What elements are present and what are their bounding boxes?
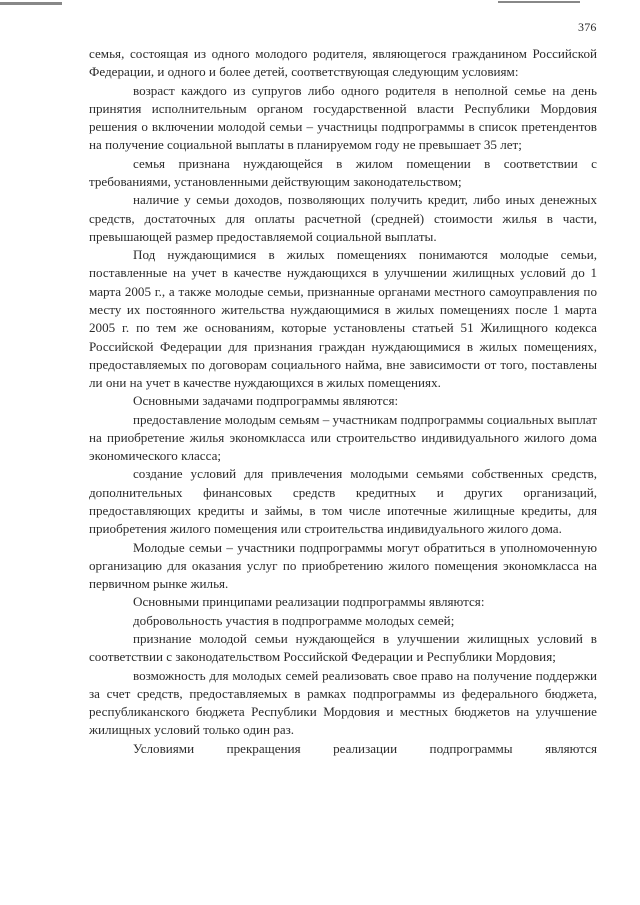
paragraph-7: предоставление молодым семьям – участникам подпрограммы социальных выплат на приобретение жилья экономкласса или строительство индивидуального жилого дома экономического класса; <box>89 411 597 464</box>
paragraph-11: добровольность участия в подпрограмме молодых семей; <box>133 612 455 628</box>
paragraph-12: признание молодой семьи нуждающейся в улучшении жилищных условий в соответствии с законодательством Российской Федерации и Республики Мордовия; <box>89 631 597 665</box>
paragraph-3: семья признана нуждающейся в жилом помещении в соответствии с требованиями, установленными действующим законодательством; <box>89 155 597 189</box>
scan-artifact-right <box>498 1 580 3</box>
page-number: 376 <box>578 20 597 34</box>
paragraph-4: наличие у семьи доходов, позволяющих получить кредит, либо иных денежных средств, достаточных для оплаты расчетной (средней) стоимости жилья в части, превышающей размер предоставляемой социальной выплаты. <box>89 192 597 244</box>
paragraph-13: возможность для молодых семей реализовать свое право на получение поддержки за счет средств, предоставляемых в рамках подпрограммы из федерального бюджета, республиканского бюджета Республики Мордовия и местных бюджетов на улучшение жилищных условий только один раз. <box>89 667 597 738</box>
scan-artifact-left <box>0 2 62 5</box>
paragraph-9: Молодые семьи – участники подпрограммы могут обратиться в уполномоченную организацию для оказания услуг по приобретению жилого помещения экономкласса на первичном рынке жилья. <box>89 539 597 592</box>
paragraph-2: возраст каждого из супругов либо одного родителя в неполной семье на день принятия исполнительным органом государственной власти Республики Мордовия решения о включении молодой семьи – участницы подпрограммы в список претендентов на получение социальной выплаты в планируемом году не превышает 35 лет; <box>89 82 597 153</box>
paragraph-1: семья, состоящая из одного молодого родителя, являющегося гражданином Российской Федерации, и одного и более детей, соответствующая следующим условиям: <box>89 46 597 80</box>
paragraph-5: Под нуждающимися в жилых помещениях понимаются молодые семьи, поставленные на учет в качестве нуждающихся в улучшении жилищных условий до 1 марта 2005 г., а также молодые семьи, признанные органами местного самоуправления по месту их постоянного жительства нуждающимися в жилых помещениях после 1 марта 2005 г. по тем же основаниям, которые установлены статьей 51 Жилищного кодекса Российской Федерации для признания граждан нуждающимися в жилых помещениях, предоставляемых по договорам социального найма, вне зависимости от того, поставлены ли они на учет в качестве нуждающихся в жилых помещениях. <box>89 247 597 391</box>
document-body <box>89 45 597 758</box>
paragraph-8: создание условий для привлечения молодыми семьями собственных средств, дополнительных финансовых средств кредитных и других организаций, предоставляющих кредиты и займы, в том числе ипотечные жилищные кредиты, для приобретения жилого помещения или строительства индивидуального жилого дома. <box>89 466 597 537</box>
paragraph-10: Основными принципами реализации подпрограммы являются: <box>133 594 485 610</box>
paragraph-14: Условиями прекращения реализации подпрограммы являются <box>133 740 597 756</box>
paragraph-6: Основными задачами подпрограммы являются: <box>133 393 399 409</box>
